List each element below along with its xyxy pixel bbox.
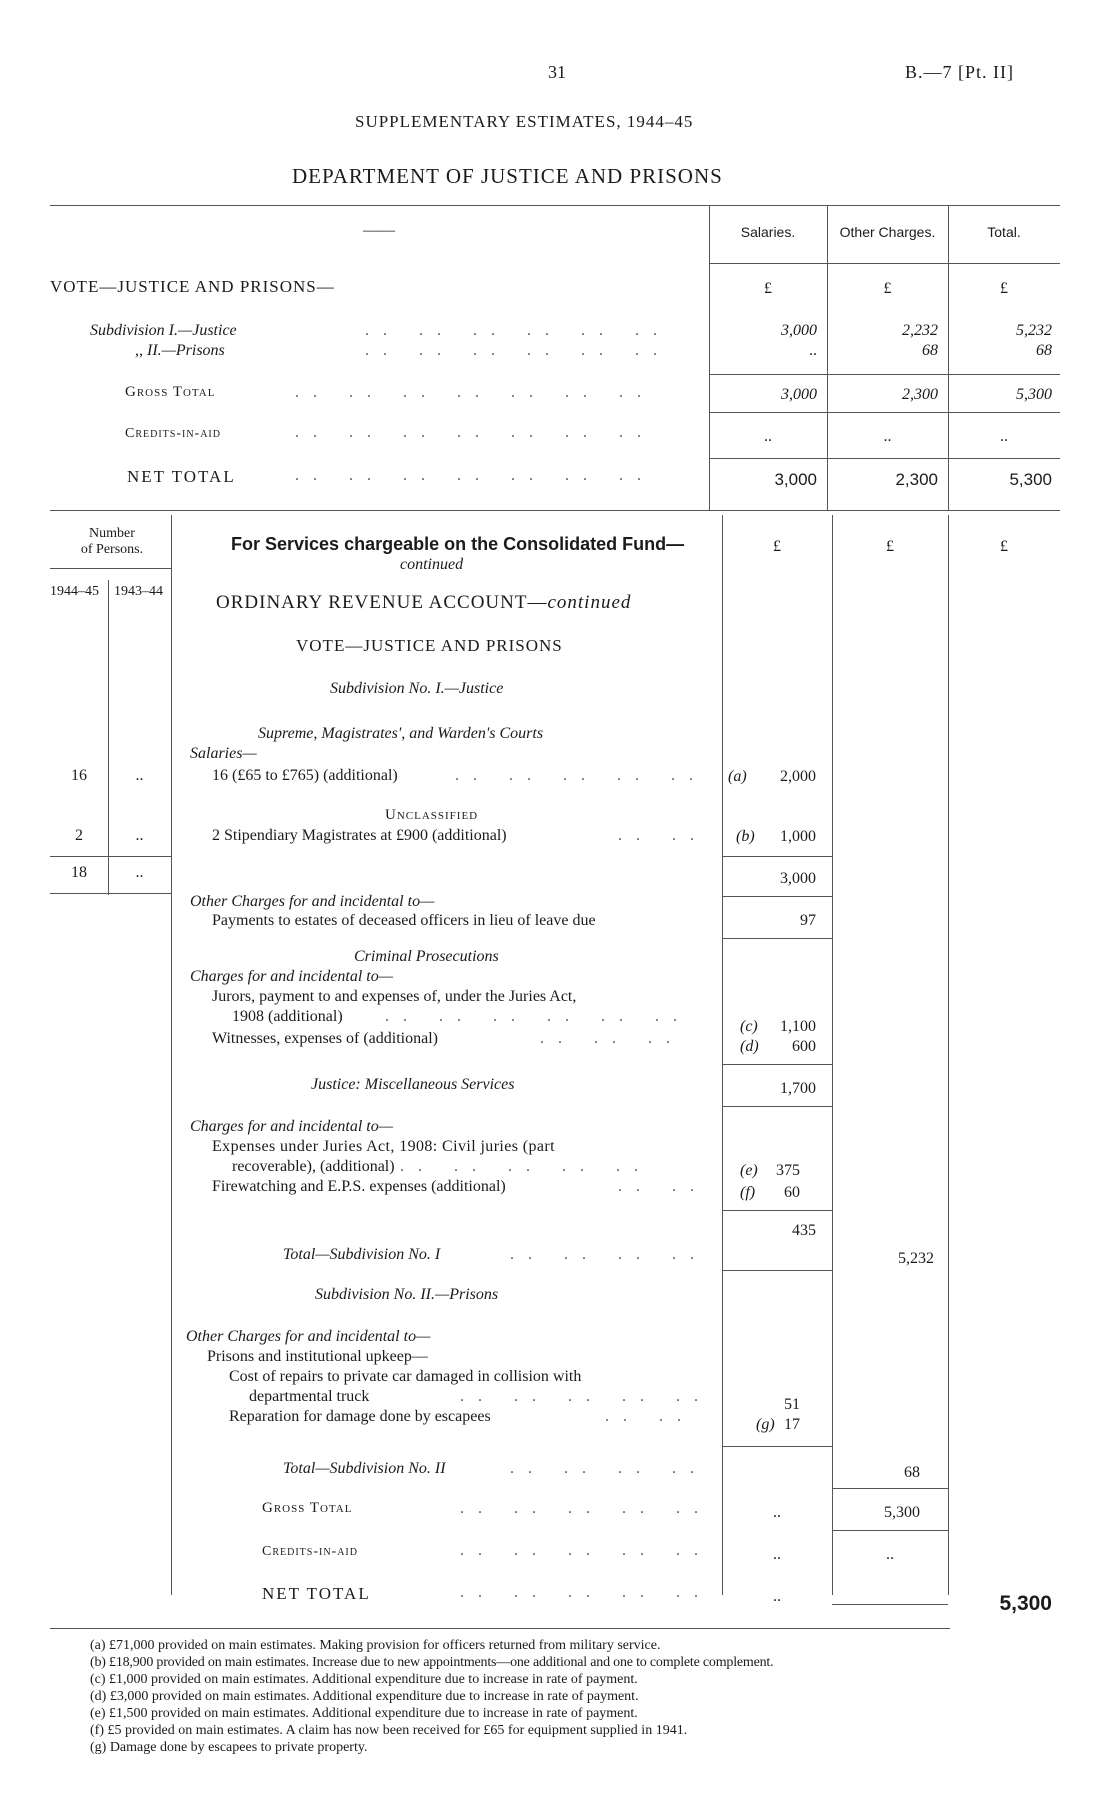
criminal-total-rule	[722, 1106, 832, 1107]
pound-sign-other: £	[883, 280, 892, 297]
criminal-prosecutions-heading: Criminal Prosecutions	[354, 948, 499, 965]
leader-dots: .. .. .. .. ..	[460, 1584, 712, 1601]
salaries-label: Salaries—	[190, 745, 257, 762]
expenses-text: Expenses under Juries Act, 1908: Civil juries (part	[212, 1138, 556, 1155]
witnesses-text: Witnesses, expenses of (additional)	[212, 1030, 438, 1047]
subdivision-1-heading: Subdivision No. I.—Justice	[330, 680, 504, 697]
summary-row-other: 2,232	[902, 322, 938, 339]
expenses-text-cont: recoverable), (additional)	[232, 1158, 395, 1175]
persons-total-1943: ..	[135, 864, 144, 881]
ordinary-revenue-heading: ORDINARY REVENUE ACCOUNT—continued	[216, 592, 632, 613]
year-column-1: 1944–45	[50, 584, 99, 599]
jurors-text-cont: 1908 (additional)	[232, 1008, 343, 1025]
detail-net-rule	[832, 1604, 948, 1605]
other-charges-label: Other Charges for and incidental to—	[186, 1328, 431, 1345]
salary-item-text: 16 (£65 to £765) (additional)	[212, 767, 398, 784]
salary-item-amount: 2,000	[780, 768, 816, 785]
misc-subtotal-rule	[722, 1210, 832, 1211]
detail-pound-1: £	[773, 538, 781, 555]
courts-heading: Supreme, Magistrates', and Warden's Courts	[258, 725, 544, 742]
leader-dots: .. .. .. .. .. ..	[385, 1008, 691, 1025]
salary-item-amount: 1,000	[780, 828, 816, 845]
summary-row-salaries: ..	[809, 342, 817, 359]
persons-1944-row-1: 16	[71, 767, 87, 784]
total-subdivision-2: 68	[904, 1464, 920, 1481]
summary-row-label: ,, II.—Prisons	[135, 342, 225, 359]
net-rule	[709, 458, 1060, 459]
charges-label: Charges for and incidental to—	[190, 1118, 393, 1135]
footnote-d: (d) £3,000 provided on main estimates. Additional expenditure due to increase in rate of payment.	[90, 1689, 639, 1704]
persons-1944-row-2: 2	[75, 827, 83, 844]
payments-text: Payments to estates of deceased officers in lieu of leave due	[212, 912, 596, 929]
document-reference: B.—7 [Pt. II]	[905, 62, 1014, 82]
estimates-title: SUPPLEMENTARY ESTIMATES, 1944–45	[355, 112, 694, 131]
subdivision-2-heading: Subdivision No. II.—Prisons	[315, 1286, 499, 1303]
persons-subtotal-rule	[50, 856, 171, 857]
subdivision-1-total-rule	[722, 1270, 832, 1271]
detail-pound-3: £	[1000, 538, 1008, 555]
footnote-g: (g) Damage done by escapees to private property.	[90, 1740, 368, 1755]
summary-row-total: 5,232	[1016, 322, 1052, 339]
summary-row-total: 68	[1036, 342, 1052, 359]
footnote-a: (a) £71,000 provided on main estimates. Making provision for officers returned from military service.	[90, 1638, 661, 1653]
pound-sign-salaries: £	[764, 280, 772, 297]
total-subdivision-1-label: Total—Subdivision No. I	[283, 1246, 441, 1263]
leader-dots: .. .. .. .. .. .. ..	[295, 467, 655, 484]
footnote-f: (f) £5 provided on main estimates. A claim has now been received for £65 for equipment supplied in 1941.	[90, 1723, 688, 1738]
misc-subtotal: 435	[792, 1222, 816, 1239]
summary-credits-salaries: ..	[764, 428, 772, 445]
credits-rule	[709, 412, 1060, 413]
criminal-subtotal: 1,700	[780, 1080, 816, 1097]
footnote-ref: (e)	[740, 1162, 758, 1179]
salaries-subtotal: 3,000	[780, 870, 816, 887]
footnote-c: (c) £1,000 provided on main estimates. Additional expenditure due to increase in rate of payment.	[90, 1672, 638, 1687]
pound-sign-total: £	[1000, 280, 1008, 297]
summary-credits-label: Credits-in-aid	[125, 426, 221, 441]
footnote-e: (e) £1,500 provided on main estimates. Additional expenditure due to increase in rate of payment.	[90, 1706, 638, 1721]
criminal-subtotal-rule	[722, 1064, 832, 1065]
detail-credits-label: Credits-in-aid	[262, 1544, 358, 1559]
leader-dots: .. .. .. .. .. .. ..	[295, 384, 655, 401]
reparation-amount: 17	[784, 1416, 800, 1433]
other-charges-label: Other Charges for and incidental to—	[190, 893, 435, 910]
jurors-amount: 1,100	[780, 1018, 816, 1035]
persons-col-divider	[108, 580, 109, 895]
vote-heading: VOTE—JUSTICE AND PRISONS	[296, 636, 563, 655]
footnote-ref: (a)	[728, 768, 747, 785]
persons-1943-row-2: ..	[135, 827, 144, 844]
total-subdivision-2-label: Total—Subdivision No. II	[283, 1460, 446, 1477]
summary-top-rule	[50, 205, 1060, 206]
description-col-divider	[171, 515, 172, 1595]
summary-stub-dash: ——	[363, 222, 395, 239]
summary-net-other: 2,300	[895, 470, 938, 489]
consolidated-fund-heading: For Services chargeable on the Consolidated Fund—	[231, 534, 685, 554]
summary-row-salaries: 3,000	[781, 322, 817, 339]
footnote-ref: (g)	[756, 1416, 775, 1433]
continued-note: continued	[400, 556, 464, 573]
leader-dots: .. .. .. .. ..	[400, 1158, 652, 1175]
summary-credits-other: ..	[883, 428, 892, 445]
leader-dots: .. .. .. .. ..	[455, 767, 707, 784]
salary-item-text: 2 Stipendiary Magistrates at £900 (additional)	[212, 827, 507, 844]
detail-net-total: 5,300	[999, 1592, 1052, 1615]
summary-row-other: 68	[922, 342, 938, 359]
col-header-salaries: Salaries.	[740, 224, 796, 240]
repairs-text: Cost of repairs to private car damaged in collision with	[229, 1368, 582, 1385]
firewatching-text: Firewatching and E.P.S. expenses (additional)	[212, 1178, 506, 1195]
header-bottom-rule	[709, 263, 1060, 264]
leader-dots: .. .. .. .. ..	[460, 1542, 712, 1559]
detail-credits-salaries: ..	[773, 1546, 781, 1563]
reparation-text: Reparation for damage done by escapees	[229, 1408, 491, 1425]
persons-header-rule	[50, 568, 171, 569]
summary-credits-total: ..	[1000, 428, 1008, 445]
summary-gross-salaries: 3,000	[781, 386, 817, 403]
detail-credits-other: ..	[886, 1546, 894, 1563]
persons-1943-row-1: ..	[135, 767, 144, 784]
total-subdivision-1: 5,232	[898, 1250, 934, 1267]
summary-gross-label: Gross Total	[125, 384, 216, 400]
persons-total-1944: 18	[71, 864, 87, 881]
detail-net-label: NET TOTAL	[262, 1584, 371, 1603]
leader-dots: .. .. .. .. ..	[460, 1500, 712, 1517]
summary-row-label: Subdivision I.—Justice	[90, 322, 237, 339]
firewatching-amount: 60	[784, 1184, 800, 1201]
persons-header: Number of Persons.	[80, 526, 144, 557]
department-title: DEPARTMENT OF JUSTICE AND PRISONS	[292, 164, 723, 188]
jurors-text: Jurors, payment to and expenses of, under the Juries Act,	[212, 988, 577, 1005]
gross-rule	[709, 374, 1060, 375]
salaries-subtotal-rule	[722, 856, 832, 857]
leader-dots: .. .. .. .. .. .. ..	[295, 424, 655, 441]
leader-dots: .. ..	[618, 827, 708, 844]
detail-pound-2: £	[886, 538, 894, 555]
charges-label: Charges for and incidental to—	[190, 968, 393, 985]
detail-gross-salaries: ..	[773, 1504, 781, 1521]
detail-top-rule	[50, 510, 1060, 511]
amount-col-divider-3	[948, 515, 949, 1595]
amount-col-divider-1	[722, 515, 723, 1595]
detail-gross-rule	[832, 1530, 948, 1531]
summary-net-salaries: 3,000	[774, 470, 817, 489]
footnote-b: (b) £18,900 provided on main estimates. Increase due to new appointments—one additional and one to complete complement.	[90, 1655, 774, 1670]
witnesses-amount: 600	[792, 1038, 816, 1055]
footnote-ref: (c)	[740, 1018, 758, 1035]
unclassified-heading: Unclassified	[385, 807, 479, 823]
leader-dots: .. .. .. ..	[510, 1246, 708, 1263]
summary-net-total: 5,300	[1009, 470, 1052, 489]
col-header-other-charges: Other Charges.	[839, 224, 936, 240]
leader-dots: .. .. .. .. .. ..	[365, 342, 671, 359]
payments-rule	[722, 938, 832, 939]
detail-gross-label: Gross Total	[262, 1500, 353, 1516]
footnote-ref: (b)	[736, 828, 755, 845]
payments-amount: 97	[800, 912, 816, 929]
detail-bottom-rule	[50, 1628, 950, 1629]
persons-total-rule	[50, 893, 171, 894]
misc-services-heading: Justice: Miscellaneous Services	[311, 1076, 515, 1093]
repairs-amount: 51	[784, 1396, 800, 1413]
footnote-ref: (f)	[740, 1184, 756, 1201]
col-header-total: Total.	[987, 224, 1021, 240]
subdivision-2-subtotal-rule	[722, 1446, 832, 1447]
leader-dots: .. .. ..	[540, 1030, 684, 1047]
leader-dots: .. .. .. .. .. ..	[365, 322, 671, 339]
summary-gross-other: 2,300	[902, 386, 938, 403]
repairs-text-cont: departmental truck	[249, 1388, 370, 1405]
detail-net-salaries: ..	[773, 1588, 781, 1605]
leader-dots: .. ..	[618, 1178, 708, 1195]
leader-dots: .. .. .. .. ..	[460, 1388, 712, 1405]
footnote-ref: (d)	[740, 1038, 759, 1055]
year-column-2: 1943–44	[114, 584, 163, 599]
summary-gross-total: 5,300	[1016, 386, 1052, 403]
leader-dots: .. .. .. ..	[510, 1460, 708, 1477]
expenses-amount: 375	[776, 1162, 800, 1179]
leader-dots: .. ..	[605, 1408, 695, 1425]
amount-col-divider-2	[832, 515, 833, 1595]
salaries-total-rule	[722, 896, 832, 897]
subdivision-2-total-rule	[832, 1488, 948, 1489]
prisons-upkeep-label: Prisons and institutional upkeep—	[207, 1348, 428, 1365]
detail-gross-other: 5,300	[884, 1504, 920, 1521]
page-number: 31	[548, 62, 566, 82]
summary-net-label: NET TOTAL	[127, 467, 236, 486]
summary-vote-label: VOTE—JUSTICE AND PRISONS—	[50, 277, 335, 296]
